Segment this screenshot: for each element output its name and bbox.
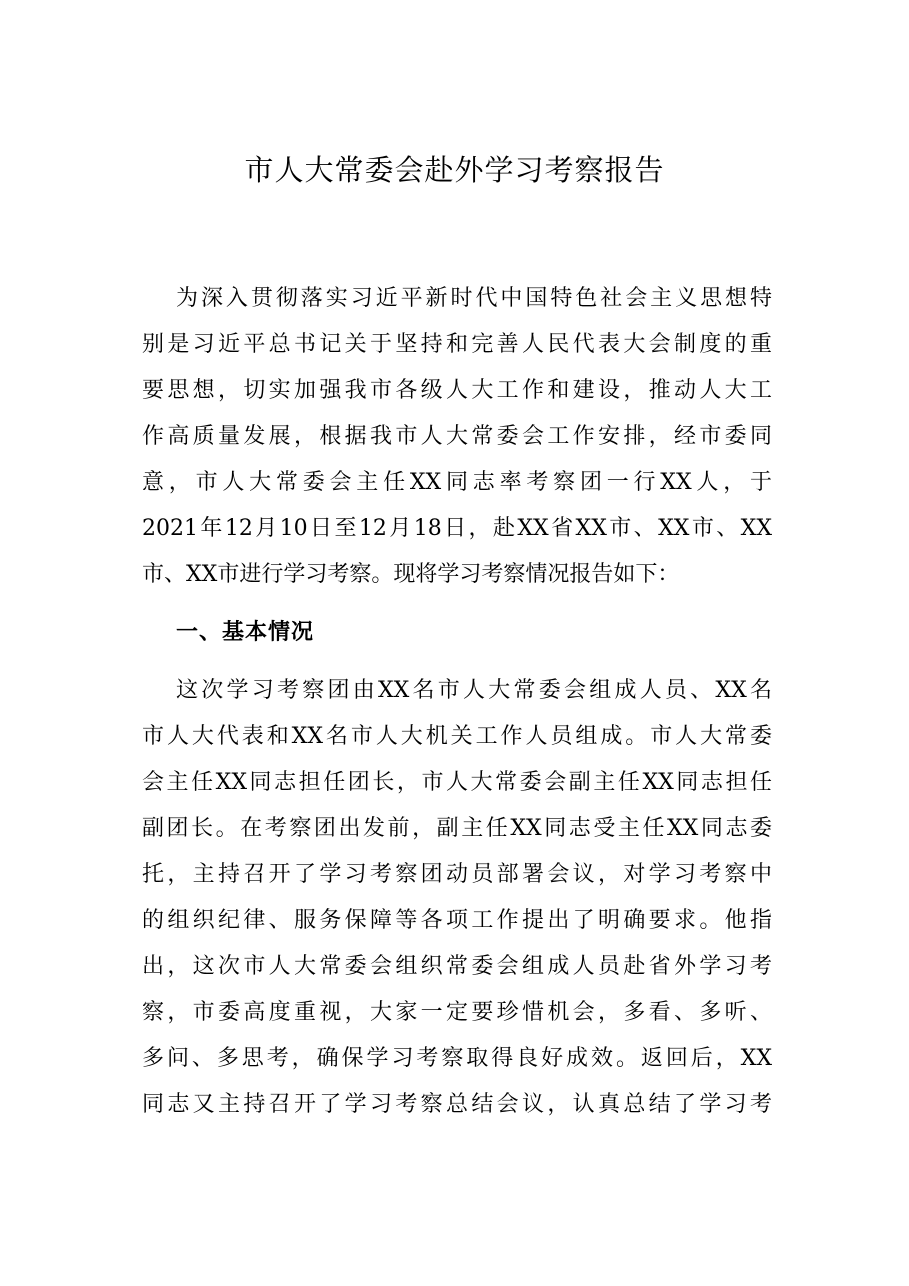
paragraph-line: 要思想，切实加强我市各级人大工作和建设，推动人大工 xyxy=(142,378,772,403)
paragraph-line: 的组织纪律、服务保障等各项工作提出了明确要求。他指 xyxy=(142,908,772,933)
paragraph-line: 2021年12月10日至12月18日，赴XX省XX市、XX市、XX xyxy=(142,516,772,541)
paragraph-line: 出，这次市人大常委会组织常委会组成人员赴省外学习考 xyxy=(142,954,772,979)
paragraph-line: 作高质量发展，根据我市人大常委会工作安排，经市委同 xyxy=(142,424,772,449)
section-heading: 一、基本情况 xyxy=(176,620,315,645)
paragraph-line: 为深入贯彻落实习近平新时代中国特色社会主义思想特 xyxy=(176,286,772,311)
paragraph-line: 同志又主持召开了学习考察总结会议，认真总结了学习考 xyxy=(142,1092,772,1117)
paragraph-line: 托，主持召开了学习考察团动员部署会议，对学习考察中 xyxy=(142,862,772,887)
paragraph-line: 察，市委高度重视，大家一定要珍惜机会，多看、多听、 xyxy=(142,1000,772,1025)
paragraph-line: 意，市人大常委会主任XX同志率考察团一行XX人，于 xyxy=(142,470,772,495)
paragraph-line: 这次学习考察团由XX名市人大常委会组成人员、XX名 xyxy=(176,678,772,703)
paragraph-line: 会主任XX同志担任团长，市人大常委会副主任XX同志担任 xyxy=(142,770,772,795)
document-title: 市人大常委会赴外学习考察报告 xyxy=(244,153,665,187)
paragraph-line: 别是习近平总书记关于坚持和完善人民代表大会制度的重 xyxy=(142,332,772,357)
paragraph-line: 多问、多思考，确保学习考察取得良好成效。返回后，XX xyxy=(142,1046,772,1071)
paragraph-line: 市、XX市进行学习考察。现将学习考察情况报告如下： xyxy=(142,562,680,587)
paragraph-line: 副团长。在考察团出发前，副主任XX同志受主任XX同志委 xyxy=(142,816,772,841)
paragraph-line: 市人大代表和XX名市人大机关工作人员组成。市人大常委 xyxy=(142,724,772,749)
